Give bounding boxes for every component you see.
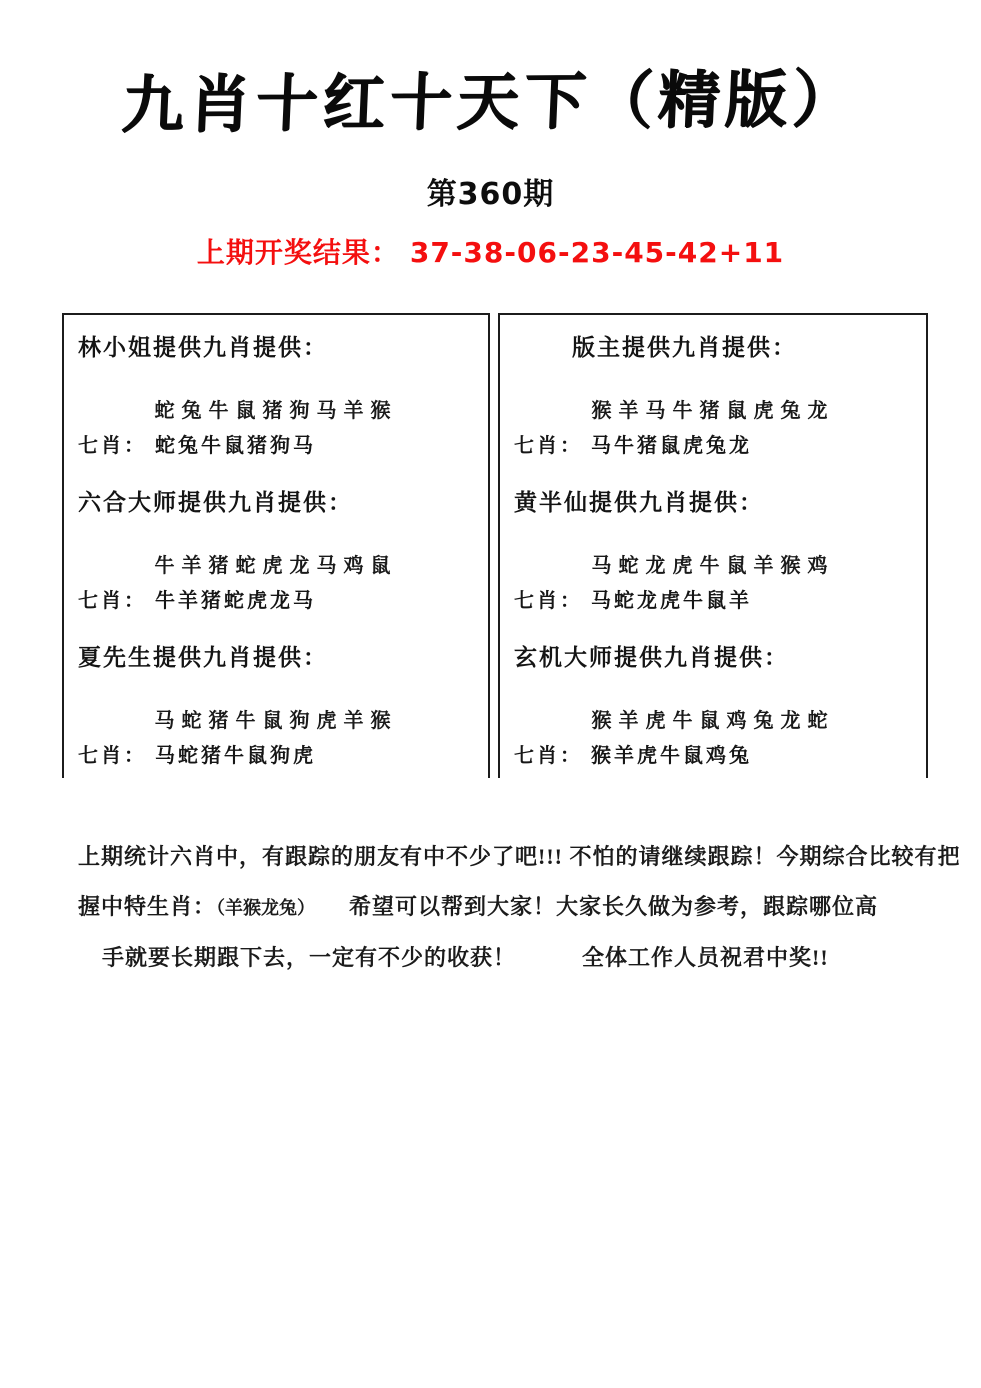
seven-zodiac-line	[64, 429, 488, 458]
provider-header: 林小姐提供九肖提供：	[78, 335, 328, 360]
provider-header: 版主提供九肖提供：	[572, 335, 797, 360]
footer-line3-part1: 手就要长期跟下去，一定有不少的收获！	[102, 945, 517, 970]
result-label: 上期开奖结果：	[196, 236, 400, 269]
seven-label: 七肖：	[78, 745, 147, 767]
prediction-section-huangbanxian	[500, 470, 926, 625]
seven-value: 马蛇猪牛鼠狗虎	[155, 745, 316, 767]
seven-value: 蛇兔牛鼠猪狗马	[155, 435, 316, 457]
seven-label: 七肖：	[78, 435, 147, 457]
result-numbers: 37-38-06-23-45-42+11	[409, 236, 785, 269]
predictions-container	[62, 313, 928, 778]
prediction-section-lin	[64, 315, 488, 470]
issue-number: 第360期	[426, 177, 555, 212]
seven-label: 七肖：	[514, 745, 583, 767]
seven-zodiac-line	[500, 584, 926, 613]
provider-header: 黄半仙提供九肖提供：	[514, 490, 764, 515]
provider-header: 六合大师提供九肖提供：	[78, 490, 353, 515]
prediction-section-liuhe	[64, 470, 488, 625]
seven-zodiac-line	[64, 739, 488, 768]
predictions-box-left	[62, 313, 490, 778]
nine-zodiac-line: 牛羊猪蛇虎龙马鸡鼠	[154, 555, 398, 577]
commentary-footer	[78, 832, 961, 983]
footer-line-1: 上期统计六肖中，有跟踪的朋友有中不少了吧!!! 不怕的请继续跟踪！今期综合比较有把	[78, 844, 961, 869]
seven-label: 七肖：	[514, 590, 583, 612]
last-draw-result	[0, 231, 981, 271]
nine-zodiac-line: 马蛇猪牛鼠狗虎羊猴	[154, 710, 398, 732]
nine-zodiac-line: 马蛇龙虎牛鼠羊猴鸡	[591, 555, 835, 577]
provider-header: 玄机大师提供九肖提供：	[514, 645, 789, 670]
prediction-section-xia	[64, 625, 488, 780]
footer-line3-part2: 全体工作人员祝君中奖!!	[582, 945, 829, 970]
seven-label: 七肖：	[514, 435, 583, 457]
prediction-section-banzhu	[500, 315, 926, 470]
footer-line-2	[78, 882, 919, 933]
seven-label: 七肖：	[78, 590, 147, 612]
footer-line2-suffix: 希望可以帮到大家！大家长久做为参考，跟踪哪位高	[349, 894, 879, 919]
predictions-box-right	[498, 313, 928, 778]
footer-line-3	[78, 933, 919, 983]
provider-header: 夏先生提供九肖提供：	[78, 645, 328, 670]
seven-value: 猴羊虎牛鼠鸡兔	[591, 745, 752, 767]
seven-zodiac-line	[64, 584, 488, 613]
seven-value: 马牛猪鼠虎兔龙	[591, 435, 752, 457]
footer-line2-prefix: 握中特生肖：	[78, 894, 217, 919]
special-zodiac-highlight: （羊猴龙兔）	[216, 898, 316, 918]
seven-zodiac-line	[500, 429, 926, 458]
nine-zodiac-line: 蛇兔牛鼠猪狗马羊猴	[154, 400, 398, 422]
seven-value: 马蛇龙虎牛鼠羊	[591, 590, 752, 612]
seven-zodiac-line	[500, 739, 926, 768]
prediction-section-xuanji	[500, 625, 926, 780]
seven-value: 牛羊猪蛇虎龙马	[155, 590, 316, 612]
nine-zodiac-line: 猴羊马牛猪鼠虎兔龙	[591, 400, 835, 422]
nine-zodiac-line: 猴羊虎牛鼠鸡兔龙蛇	[591, 710, 835, 732]
page-title: 九肖十红十天下（精版）	[120, 61, 861, 142]
